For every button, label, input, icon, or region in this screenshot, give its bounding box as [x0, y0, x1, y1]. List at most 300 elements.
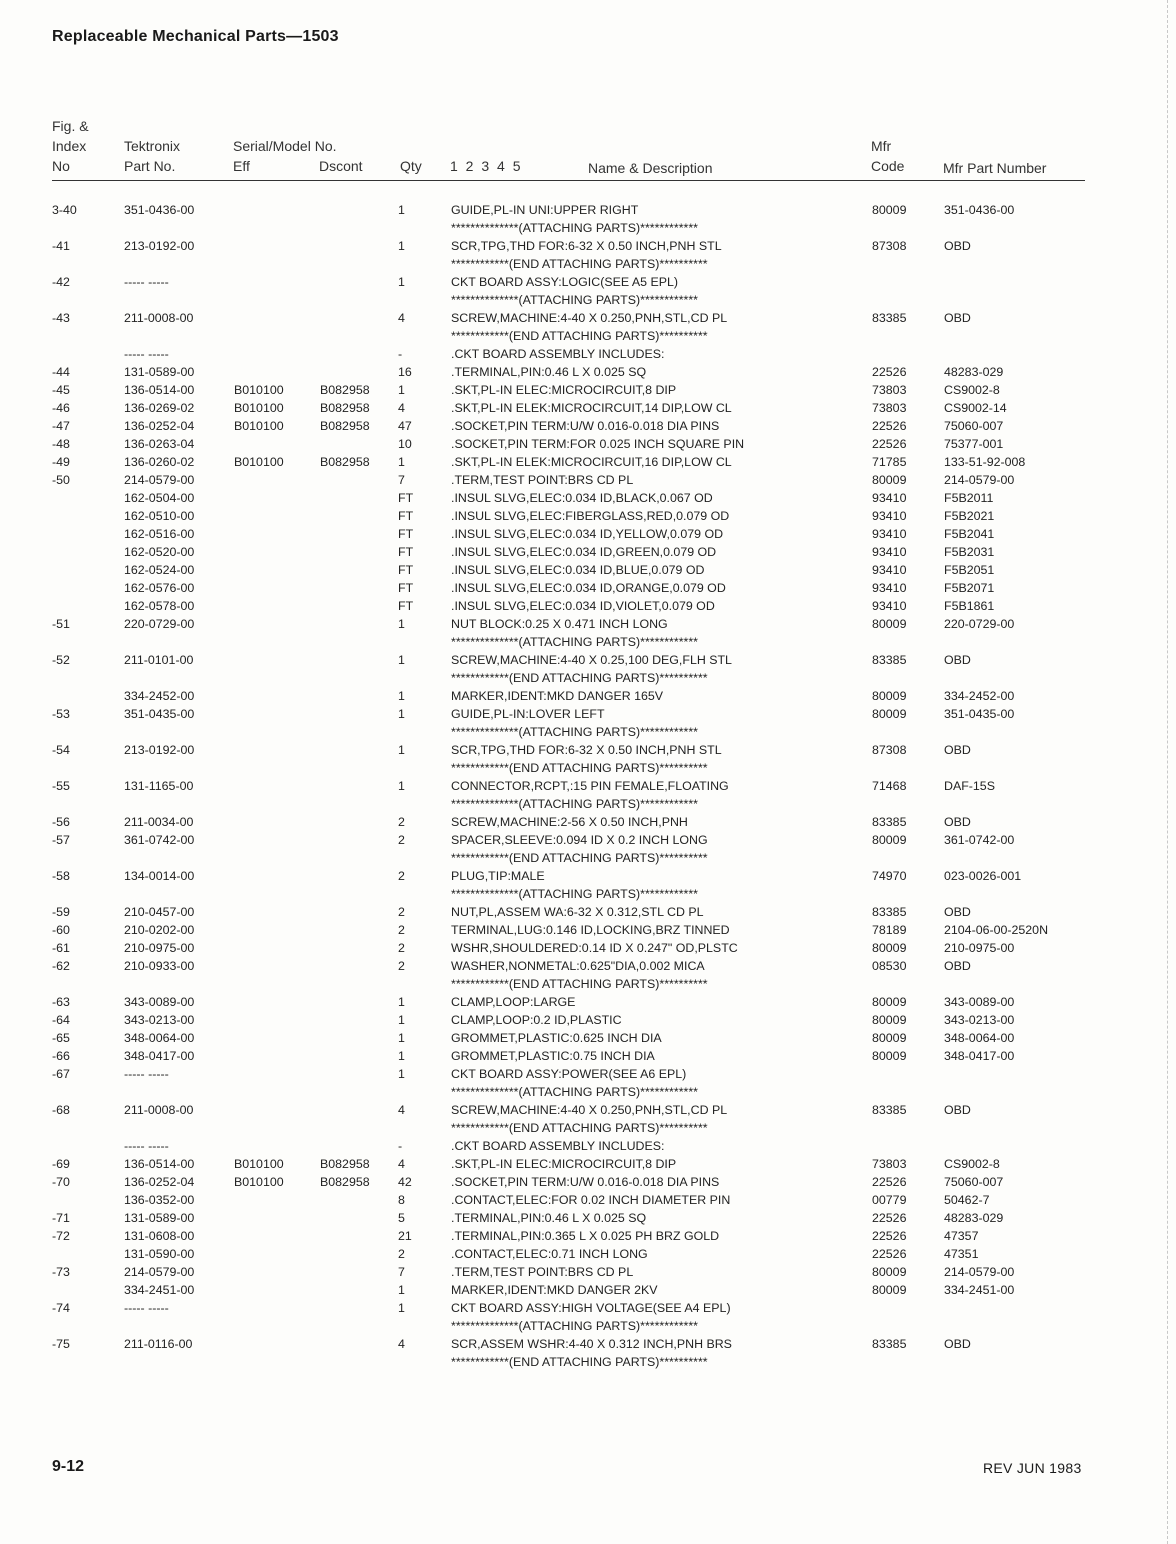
description-cell: WSHR,SHOULDERED:0.14 ID X 0.247" OD,PLSTC: [451, 941, 738, 955]
part-number-cell: 210-0457-00: [124, 905, 195, 919]
table-row: [0, 255, 1176, 273]
table-row: [0, 813, 1176, 831]
part-number-cell: 214-0579-00: [124, 1265, 195, 1279]
description-cell: ************(END ATTACHING PARTS)**********: [451, 761, 708, 775]
description-cell: .INSUL SLVG,ELEC:0.034 ID,VIOLET,0.079 OD: [451, 599, 715, 613]
serial-eff-cell: B010100: [234, 419, 284, 433]
part-number-cell: 131-0608-00: [124, 1229, 195, 1243]
serial-dscont-cell: B082958: [320, 401, 370, 415]
fig-index-cell: -54: [52, 743, 70, 757]
fig-index-cell: -74: [52, 1301, 70, 1315]
description-cell: TERMINAL,LUG:0.146 ID,LOCKING,BRZ TINNED: [451, 923, 730, 937]
fig-index-cell: -57: [52, 833, 70, 847]
description-cell: CKT BOARD ASSY:POWER(SEE A6 EPL): [451, 1067, 687, 1081]
mfr-code-cell: 80009: [872, 1049, 907, 1063]
description-cell: .CONTACT,ELEC:0.71 INCH LONG: [451, 1247, 648, 1261]
table-row: [0, 687, 1176, 705]
part-number-cell: 334-2451-00: [124, 1283, 195, 1297]
mfr-part-number-cell: CS9002-8: [944, 383, 1000, 397]
mfr-code-cell: 93410: [872, 545, 907, 559]
description-cell: **************(ATTACHING PARTS)************: [451, 725, 698, 739]
table-row: [0, 993, 1176, 1011]
mfr-part-number-cell: F5B2071: [944, 581, 995, 595]
fig-index-cell: -58: [52, 869, 70, 883]
qty-cell: 1: [398, 239, 405, 253]
qty-cell: 7: [398, 473, 405, 487]
description-cell: SCR,TPG,THD FOR:6-32 X 0.50 INCH,PNH STL: [451, 239, 722, 253]
mfr-part-number-cell: 214-0579-00: [944, 473, 1015, 487]
description-cell: .INSUL SLVG,ELEC:0.034 ID,YELLOW,0.079 OD: [451, 527, 724, 541]
qty-cell: 2: [398, 833, 405, 847]
mfr-part-number-cell: 48283-029: [944, 365, 1004, 379]
mfr-code-cell: 87308: [872, 743, 907, 757]
mfr-code-cell: 80009: [872, 1013, 907, 1027]
mfr-part-number-cell: F5B1861: [944, 599, 995, 613]
mfr-part-number-cell: 75060-007: [944, 419, 1004, 433]
description-cell: .INSUL SLVG,ELEC:FIBERGLASS,RED,0.079 OD: [451, 509, 730, 523]
part-number-cell: ----- -----: [124, 1139, 169, 1153]
mfr-code-cell: 80009: [872, 617, 907, 631]
serial-dscont-cell: B082958: [320, 1175, 370, 1189]
fig-index-cell: -47: [52, 419, 70, 433]
col-mfr-line2: Code: [871, 158, 905, 174]
mfr-code-cell: 80009: [872, 1283, 907, 1297]
qty-cell: -: [398, 1139, 403, 1153]
part-number-cell: 213-0192-00: [124, 743, 195, 757]
col-name: Name & Description: [588, 160, 713, 176]
revision-date: REV JUN 1983: [983, 1460, 1082, 1476]
table-row: [0, 651, 1176, 669]
table-row: [0, 1119, 1176, 1137]
table-row: [0, 1137, 1176, 1155]
serial-eff-cell: B010100: [234, 383, 284, 397]
description-cell: **************(ATTACHING PARTS)************: [451, 221, 698, 235]
mfr-part-number-cell: 334-2451-00: [944, 1283, 1015, 1297]
description-cell: .INSUL SLVG,ELEC:0.034 ID,BLUE,0.079 OD: [451, 563, 705, 577]
qty-cell: 2: [398, 923, 405, 937]
qty-cell: 5: [398, 1211, 405, 1225]
table-row: [0, 885, 1176, 903]
qty-cell: 1: [398, 707, 405, 721]
qty-cell: FT: [398, 581, 414, 595]
part-number-cell: 220-0729-00: [124, 617, 195, 631]
description-cell: .CKT BOARD ASSEMBLY INCLUDES:: [451, 347, 665, 361]
fig-index-cell: -59: [52, 905, 70, 919]
description-cell: SCR,ASSEM WSHR:4-40 X 0.312 INCH,PNH BRS: [451, 1337, 732, 1351]
table-row: [0, 1083, 1176, 1101]
description-cell: CLAMP,LOOP:LARGE: [451, 995, 576, 1009]
table-row: [0, 777, 1176, 795]
description-cell: GUIDE,PL-IN UNI:UPPER RIGHT: [451, 203, 639, 217]
description-cell: CLAMP,LOOP:0.2 ID,PLASTIC: [451, 1013, 622, 1027]
mfr-code-cell: 22526: [872, 419, 907, 433]
part-number-cell: 162-0524-00: [124, 563, 195, 577]
fig-index-cell: -70: [52, 1175, 70, 1189]
mfr-part-number-cell: 47357: [944, 1229, 979, 1243]
fig-index-cell: -72: [52, 1229, 70, 1243]
serial-eff-cell: B010100: [234, 401, 284, 415]
mfr-part-number-cell: 220-0729-00: [944, 617, 1015, 631]
table-row: [0, 597, 1176, 615]
fig-index-cell: -41: [52, 239, 70, 253]
description-cell: .SOCKET,PIN TERM:FOR 0.025 INCH SQUARE PIN: [451, 437, 745, 451]
table-row: [0, 201, 1176, 219]
description-cell: CONNECTOR,RCPT,:15 PIN FEMALE,FLOATING: [451, 779, 729, 793]
table-row: [0, 903, 1176, 921]
description-cell: **************(ATTACHING PARTS)************: [451, 887, 698, 901]
table-row: [0, 1317, 1176, 1335]
mfr-code-cell: 73803: [872, 383, 907, 397]
part-number-cell: 136-0260-02: [124, 455, 195, 469]
qty-cell: 4: [398, 1103, 405, 1117]
part-number-cell: ----- -----: [124, 275, 169, 289]
mfr-part-number-cell: 343-0089-00: [944, 995, 1015, 1009]
description-cell: .SKT,PL-IN ELEK:MICROCIRCUIT,16 DIP,LOW CL: [451, 455, 732, 469]
table-row: [0, 489, 1176, 507]
mfr-part-number-cell: 348-0417-00: [944, 1049, 1015, 1063]
fig-index-cell: -50: [52, 473, 70, 487]
fig-index-cell: -60: [52, 923, 70, 937]
part-number-cell: 343-0213-00: [124, 1013, 195, 1027]
fig-index-cell: -71: [52, 1211, 70, 1225]
serial-eff-cell: B010100: [234, 1157, 284, 1171]
fig-index-cell: -51: [52, 617, 70, 631]
qty-cell: 21: [398, 1229, 412, 1243]
table-row: [0, 453, 1176, 471]
description-cell: .INSUL SLVG,ELEC:0.034 ID,ORANGE,0.079 OD: [451, 581, 726, 595]
description-cell: GROMMET,PLASTIC:0.625 INCH DIA: [451, 1031, 662, 1045]
part-number-cell: 210-0202-00: [124, 923, 195, 937]
fig-index-cell: -64: [52, 1013, 70, 1027]
table-row: [0, 705, 1176, 723]
mfr-part-number-cell: DAF-15S: [944, 779, 995, 793]
table-row: [0, 921, 1176, 939]
mfr-code-cell: 83385: [872, 1337, 907, 1351]
table-row: [0, 381, 1176, 399]
serial-dscont-cell: B082958: [320, 383, 370, 397]
qty-cell: 4: [398, 311, 405, 325]
qty-cell: 2: [398, 869, 405, 883]
fig-index-cell: -68: [52, 1103, 70, 1117]
fig-index-cell: -45: [52, 383, 70, 397]
table-row: [0, 633, 1176, 651]
table-row: [0, 1299, 1176, 1317]
mfr-part-number-cell: 48283-029: [944, 1211, 1004, 1225]
mfr-part-number-cell: 023-0026-001: [944, 869, 1022, 883]
mfr-code-cell: 71468: [872, 779, 907, 793]
mfr-code-cell: 78189: [872, 923, 907, 937]
description-cell: ************(END ATTACHING PARTS)**********: [451, 851, 708, 865]
qty-cell: FT: [398, 509, 414, 523]
mfr-part-number-cell: OBD: [944, 239, 971, 253]
col-dscont: Dscont: [319, 158, 363, 174]
table-row: [0, 309, 1176, 327]
qty-cell: FT: [398, 599, 414, 613]
mfr-code-cell: 80009: [872, 1265, 907, 1279]
table-row: [0, 741, 1176, 759]
part-number-cell: 162-0520-00: [124, 545, 195, 559]
part-number-cell: ----- -----: [124, 1067, 169, 1081]
table-row: [0, 957, 1176, 975]
table-row: [0, 579, 1176, 597]
qty-cell: 16: [398, 365, 412, 379]
mfr-code-cell: 93410: [872, 563, 907, 577]
qty-cell: 10: [398, 437, 412, 451]
part-number-cell: 162-0576-00: [124, 581, 195, 595]
col-indent: 1 2 3 4 5: [450, 158, 523, 174]
part-number-cell: 348-0417-00: [124, 1049, 195, 1063]
mfr-part-number-cell: 47351: [944, 1247, 979, 1261]
description-cell: MARKER,IDENT:MKD DANGER 165V: [451, 689, 664, 703]
table-row: [0, 435, 1176, 453]
table-row: [0, 417, 1176, 435]
fig-index-cell: -42: [52, 275, 70, 289]
table-row: [0, 363, 1176, 381]
part-number-cell: 351-0436-00: [124, 203, 195, 217]
fig-index-cell: -53: [52, 707, 70, 721]
table-row: [0, 831, 1176, 849]
qty-cell: 2: [398, 941, 405, 955]
mfr-code-cell: 93410: [872, 581, 907, 595]
mfr-code-cell: 93410: [872, 599, 907, 613]
mfr-part-number-cell: OBD: [944, 743, 971, 757]
qty-cell: 1: [398, 383, 405, 397]
qty-cell: 4: [398, 1157, 405, 1171]
fig-index-cell: -48: [52, 437, 70, 451]
part-number-cell: 343-0089-00: [124, 995, 195, 1009]
fig-index-cell: -62: [52, 959, 70, 973]
table-row: [0, 1101, 1176, 1119]
description-cell: ************(END ATTACHING PARTS)**********: [451, 977, 708, 991]
mfr-code-cell: 74970: [872, 869, 907, 883]
qty-cell: 1: [398, 779, 405, 793]
table-row: [0, 543, 1176, 561]
col-eff: Eff: [233, 158, 250, 174]
fig-index-cell: -49: [52, 455, 70, 469]
description-cell: ************(END ATTACHING PARTS)**********: [451, 329, 708, 343]
part-number-cell: 361-0742-00: [124, 833, 195, 847]
part-number-cell: 213-0192-00: [124, 239, 195, 253]
mfr-code-cell: 80009: [872, 203, 907, 217]
table-row: [0, 1011, 1176, 1029]
mfr-code-cell: 22526: [872, 365, 907, 379]
mfr-code-cell: 22526: [872, 1175, 907, 1189]
qty-cell: -: [398, 347, 403, 361]
description-cell: GROMMET,PLASTIC:0.75 INCH DIA: [451, 1049, 655, 1063]
part-number-cell: 162-0510-00: [124, 509, 195, 523]
col-fig-line1: Fig. &: [52, 118, 89, 134]
description-cell: .TERMINAL,PIN:0.46 L X 0.025 SQ: [451, 1211, 647, 1225]
part-number-cell: 211-0008-00: [124, 1103, 194, 1117]
part-number-cell: 136-0269-02: [124, 401, 195, 415]
mfr-part-number-cell: F5B2021: [944, 509, 995, 523]
table-row: [0, 399, 1176, 417]
mfr-part-number-cell: 75060-007: [944, 1175, 1004, 1189]
description-cell: ************(END ATTACHING PARTS)**********: [451, 1355, 708, 1369]
table-row: [0, 327, 1176, 345]
part-number-cell: 162-0516-00: [124, 527, 195, 541]
mfr-code-cell: 22526: [872, 437, 907, 451]
table-row: [0, 561, 1176, 579]
fig-index-cell: -66: [52, 1049, 70, 1063]
description-cell: .SOCKET,PIN TERM:U/W 0.016-0.018 DIA PINS: [451, 419, 720, 433]
table-row: [0, 669, 1176, 687]
part-number-cell: 211-0008-00: [124, 311, 194, 325]
mfr-code-cell: 80009: [872, 473, 907, 487]
qty-cell: 2: [398, 1247, 405, 1261]
qty-cell: 1: [398, 1301, 405, 1315]
table-row: [0, 795, 1176, 813]
serial-dscont-cell: B082958: [320, 455, 370, 469]
description-cell: ************(END ATTACHING PARTS)**********: [451, 1121, 708, 1135]
table-row: [0, 1245, 1176, 1263]
mfr-code-cell: 80009: [872, 941, 907, 955]
qty-cell: 2: [398, 959, 405, 973]
table-row: [0, 1065, 1176, 1083]
fig-index-cell: -73: [52, 1265, 70, 1279]
table-row: [0, 525, 1176, 543]
description-cell: .TERMINAL,PIN:0.46 L X 0.025 SQ: [451, 365, 647, 379]
fig-index-cell: -46: [52, 401, 70, 415]
description-cell: CKT BOARD ASSY:LOGIC(SEE A5 EPL): [451, 275, 679, 289]
mfr-code-cell: 73803: [872, 1157, 907, 1171]
qty-cell: 1: [398, 275, 405, 289]
mfr-part-number-cell: 361-0742-00: [944, 833, 1015, 847]
page-edge: [1167, 0, 1169, 1544]
header-rule: [52, 180, 1085, 181]
description-cell: MARKER,IDENT:MKD DANGER 2KV: [451, 1283, 658, 1297]
part-number-cell: 136-0514-00: [124, 1157, 195, 1171]
mfr-part-number-cell: F5B2031: [944, 545, 995, 559]
description-cell: .SKT,PL-IN ELEK:MICROCIRCUIT,14 DIP,LOW CL: [451, 401, 732, 415]
qty-cell: FT: [398, 527, 414, 541]
table-header: [0, 116, 1176, 180]
table-row: [0, 939, 1176, 957]
fig-index-cell: 3-40: [52, 203, 77, 217]
fig-index-cell: -67: [52, 1067, 70, 1081]
mfr-code-cell: 80009: [872, 689, 907, 703]
mfr-code-cell: 22526: [872, 1211, 907, 1225]
fig-index-cell: -56: [52, 815, 70, 829]
qty-cell: 1: [398, 617, 405, 631]
qty-cell: 4: [398, 1337, 405, 1351]
qty-cell: 1: [398, 689, 405, 703]
qty-cell: 1: [398, 743, 405, 757]
table-row: [0, 507, 1176, 525]
qty-cell: FT: [398, 491, 414, 505]
part-number-cell: 131-0589-00: [124, 365, 195, 379]
mfr-code-cell: 71785: [872, 455, 907, 469]
col-mpn: Mfr Part Number: [943, 160, 1047, 176]
fig-index-cell: -61: [52, 941, 70, 955]
description-cell: SCREW,MACHINE:4-40 X 0.25,100 DEG,FLH STL: [451, 653, 732, 667]
mfr-code-cell: 22526: [872, 1229, 907, 1243]
mfr-code-cell: 83385: [872, 905, 907, 919]
part-number-cell: 136-0352-00: [124, 1193, 195, 1207]
qty-cell: 1: [398, 653, 405, 667]
description-cell: **************(ATTACHING PARTS)************: [451, 1319, 698, 1333]
mfr-part-number-cell: OBD: [944, 1103, 971, 1117]
fig-index-cell: -65: [52, 1031, 70, 1045]
mfr-part-number-cell: 210-0975-00: [944, 941, 1015, 955]
qty-cell: 1: [398, 1283, 405, 1297]
part-number-cell: 162-0578-00: [124, 599, 195, 613]
mfr-part-number-cell: CS9002-8: [944, 1157, 1000, 1171]
qty-cell: 1: [398, 203, 405, 217]
description-cell: .CKT BOARD ASSEMBLY INCLUDES:: [451, 1139, 665, 1153]
part-number-cell: 214-0579-00: [124, 473, 195, 487]
part-number-cell: 210-0975-00: [124, 941, 195, 955]
qty-cell: 1: [398, 995, 405, 1009]
part-number-cell: 134-0014-00: [124, 869, 195, 883]
fig-index-cell: -43: [52, 311, 70, 325]
part-number-cell: 348-0064-00: [124, 1031, 195, 1045]
mfr-part-number-cell: 334-2452-00: [944, 689, 1015, 703]
qty-cell: 2: [398, 905, 405, 919]
qty-cell: 7: [398, 1265, 405, 1279]
mfr-part-number-cell: OBD: [944, 311, 971, 325]
col-serial: Serial/Model No.: [233, 138, 337, 154]
qty-cell: FT: [398, 563, 414, 577]
page-number: 9-12: [52, 1458, 85, 1475]
part-number-cell: 211-0101-00: [124, 653, 194, 667]
fig-index-cell: -75: [52, 1337, 70, 1351]
mfr-code-cell: 80009: [872, 707, 907, 721]
mfr-part-number-cell: OBD: [944, 1337, 971, 1351]
qty-cell: 4: [398, 401, 405, 415]
mfr-part-number-cell: 351-0436-00: [944, 203, 1015, 217]
part-number-cell: 136-0252-04: [124, 419, 195, 433]
table-row: [0, 759, 1176, 777]
description-cell: .INSUL SLVG,ELEC:0.034 ID,GREEN,0.079 OD: [451, 545, 717, 559]
mfr-code-cell: 87308: [872, 239, 907, 253]
description-cell: .TERM,TEST POINT:BRS CD PL: [451, 473, 634, 487]
mfr-code-cell: 83385: [872, 311, 907, 325]
col-part-line1: Tektronix: [124, 138, 181, 154]
col-mfr-line1: Mfr: [871, 138, 892, 154]
part-number-cell: 211-0034-00: [124, 815, 194, 829]
serial-dscont-cell: B082958: [320, 1157, 370, 1171]
qty-cell: 1: [398, 455, 405, 469]
table-row: [0, 1227, 1176, 1245]
qty-cell: 1: [398, 1067, 405, 1081]
table-row: [0, 219, 1176, 237]
description-cell: SCREW,MACHINE:4-40 X 0.250,PNH,STL,CD PL: [451, 311, 728, 325]
fig-index-cell: -63: [52, 995, 70, 1009]
fig-index-cell: -69: [52, 1157, 70, 1171]
part-number-cell: 334-2452-00: [124, 689, 195, 703]
table-row: [0, 1191, 1176, 1209]
description-cell: .TERMINAL,PIN:0.365 L X 0.025 PH BRZ GOLD: [451, 1229, 720, 1243]
part-number-cell: ----- -----: [124, 1301, 169, 1315]
table-row: [0, 1281, 1176, 1299]
description-cell: SPACER,SLEEVE:0.094 ID X 0.2 INCH LONG: [451, 833, 708, 847]
mfr-code-cell: 93410: [872, 527, 907, 541]
table-row: [0, 1353, 1176, 1371]
description-cell: ************(END ATTACHING PARTS)**********: [451, 671, 708, 685]
mfr-code-cell: 83385: [872, 815, 907, 829]
mfr-part-number-cell: 75377-001: [944, 437, 1004, 451]
table-row: [0, 471, 1176, 489]
mfr-part-number-cell: OBD: [944, 959, 971, 973]
mfr-part-number-cell: OBD: [944, 815, 971, 829]
part-number-cell: 210-0933-00: [124, 959, 195, 973]
mfr-code-cell: 83385: [872, 1103, 907, 1117]
description-cell: SCREW,MACHINE:2-56 X 0.50 INCH,PNH: [451, 815, 688, 829]
table-row: [0, 1335, 1176, 1353]
description-cell: **************(ATTACHING PARTS)************: [451, 293, 698, 307]
mfr-code-cell: 80009: [872, 1031, 907, 1045]
